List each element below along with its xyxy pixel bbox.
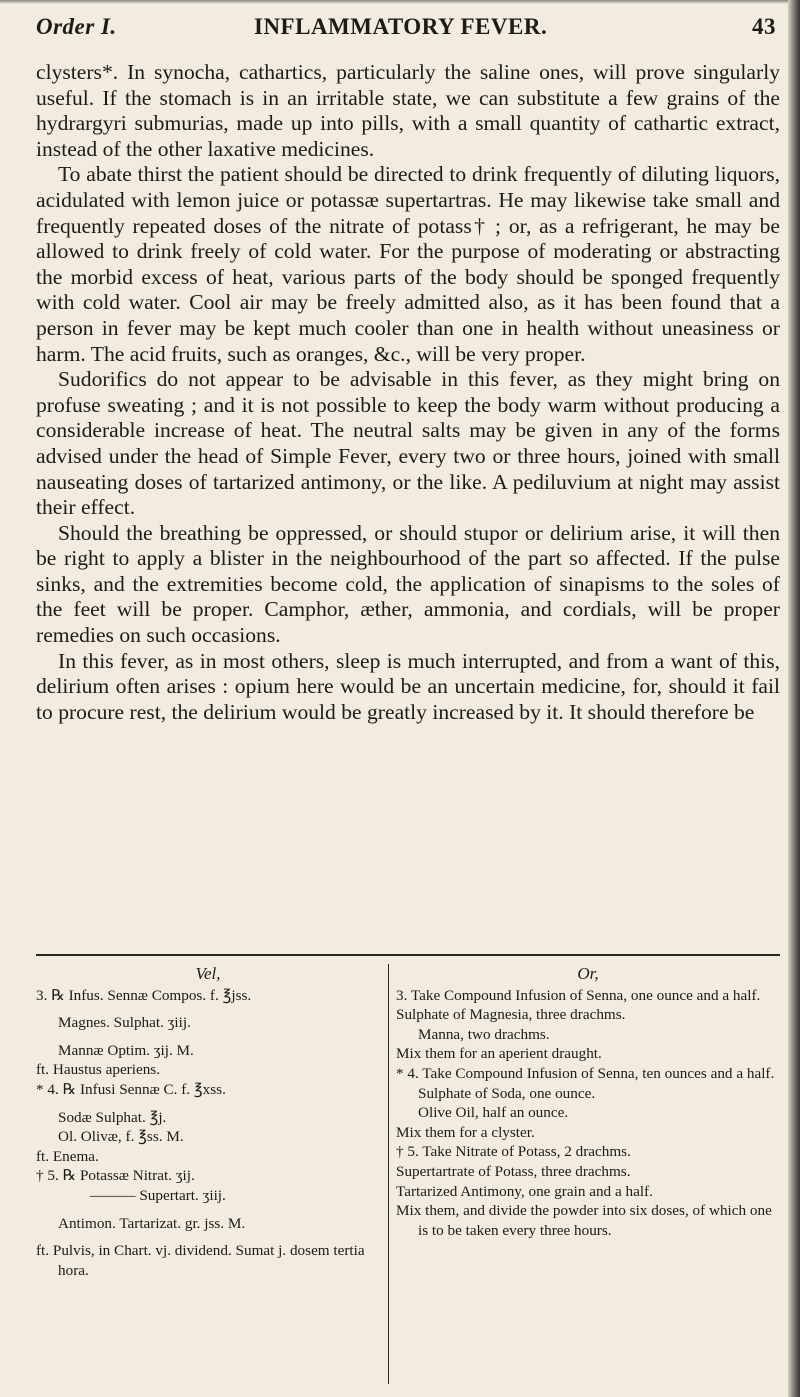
- paragraph: clysters*. In synocha, cathartics, particularly the saline ones, will prove singularly useful. If the stomach is in an irritable state, we can substitute a few grains of the hydrargyri submurias, made up into pills, with a small quantity of cathartic extract, instead of the other laxative medicines.: [36, 60, 780, 161]
- header-order: Order I.: [36, 14, 117, 39]
- footnote-line: Magnes. Sulphat. ʒiij.: [58, 1014, 191, 1032]
- footnote-line: Olive Oil, half an ounce.: [418, 1104, 569, 1122]
- book-spine-shadow: [788, 0, 800, 1397]
- footnote-line: ——— Supertart. ʒiij.: [90, 1186, 226, 1204]
- footnote-line: Mannæ Optim. ʒij. M.: [58, 1041, 194, 1059]
- footnote-title: Vel,: [195, 964, 221, 983]
- footnote-line: ft. Haustus aperiens.: [36, 1061, 160, 1079]
- footnote-line: Sodæ Sulphat. ℥j.: [58, 1108, 167, 1126]
- footnote-line: † 5. ℞ Potassæ Nitrat. ʒij.: [36, 1167, 195, 1185]
- footnotes-english: [396, 964, 780, 1240]
- footnote-line: Antimon. Tartarizat. gr. jss. M.: [58, 1214, 246, 1232]
- header-title: INFLAMMATORY FEVER.: [254, 14, 548, 39]
- footnote-line: ft. Enema.: [36, 1147, 99, 1165]
- footnote-line: Mix them for an aperient draught.: [396, 1045, 602, 1063]
- footnote-line: Manna, two drachms.: [418, 1025, 550, 1043]
- footnote-line: Mix them, and divide the powder into six doses, of which one is to be taken every three hours.: [396, 1202, 772, 1239]
- footnote-line: Ol. Olivæ, f. ℥ss. M.: [58, 1128, 184, 1146]
- main-text: [36, 60, 780, 725]
- footnote-column-divider: [388, 964, 389, 1384]
- paragraph: In this fever, as in most others, sleep is much interrupted, and from a want of this, delirium often arises : opium here would be an uncertain medicine, for, should it fail to procure rest, the delirium would be greatly increased by it. It should therefore be: [36, 648, 780, 724]
- footnote-line: * 4. ℞ Infusi Sennæ C. f. ℥xss.: [36, 1080, 226, 1098]
- footnotes-latin: [36, 964, 380, 1280]
- footnote-line: Sulphate of Soda, one ounce.: [418, 1084, 596, 1102]
- paragraph: Sudorifics do not appear to be advisable in this fever, as they might bring on profuse sweating ; and it is not possible to keep the body warm without producing a considerable increase of heat. The neutral salts may be given in any of the forms advised under the head of Simple Fever, every two or three hours, joined with small nauseating doses of tartarized antimony, or the like. A pediluvium at night may assist their effect.: [36, 367, 780, 520]
- page-top-edge: [0, 0, 800, 4]
- paragraph: To abate thirst the patient should be directed to drink frequently of diluting liquors, acidulated with lemon juice or potassæ supertartras. He may likewise take small and frequently repeated doses of the nitrate of potass† ; or, as a refrigerant, he may be allowed to drink freely of cold water. For the purpose of moderating or abstracting the morbid excess of heat, various parts of the body should be sponged frequently with cold water. Cool air may be freely admitted also, as it has been found that a person in fever may be kept much cooler than one in health without uneasiness or harm. The acid fruits, such as oranges, &c., will be very proper.: [36, 162, 780, 366]
- footnote-line: 3. ℞ Infus. Sennæ Compos. f. ℥jss.: [36, 986, 252, 1004]
- footnote-line: † 5. Take Nitrate of Potass, 2 drachms.: [396, 1143, 631, 1161]
- footnote-line: Sulphate of Magnesia, three drachms.: [396, 1006, 626, 1024]
- footnote-title: Or,: [577, 964, 599, 983]
- footnote-line: Mix them for a clyster.: [396, 1123, 535, 1141]
- footnote-line: ft. Pulvis, in Chart. vj. dividend. Sumat j. dosem tertia hora.: [36, 1242, 365, 1279]
- running-header: [36, 14, 776, 44]
- footnote-line: * 4. Take Compound Infusion of Senna, ten ounces and a half.: [396, 1064, 775, 1082]
- paragraph: Should the breathing be oppressed, or should stupor or delirium arise, it will then be right to apply a blister in the neighbourhood of the part so affected. If the pulse sinks, and the extremities become cold, the application of sinapisms to the soles of the feet will be proper. Camphor, æther, ammonia, and cordials, will be proper remedies on such occasions.: [36, 520, 780, 648]
- footnote-line: Supertartrate of Potass, three drachms.: [396, 1162, 631, 1180]
- footnote-line: 3. Take Compound Infusion of Senna, one ounce and a half.: [396, 986, 761, 1004]
- page-number: 43: [752, 14, 776, 39]
- footnote-rule: [36, 954, 780, 956]
- footnote-line: Tartarized Antimony, one grain and a half.: [396, 1182, 653, 1200]
